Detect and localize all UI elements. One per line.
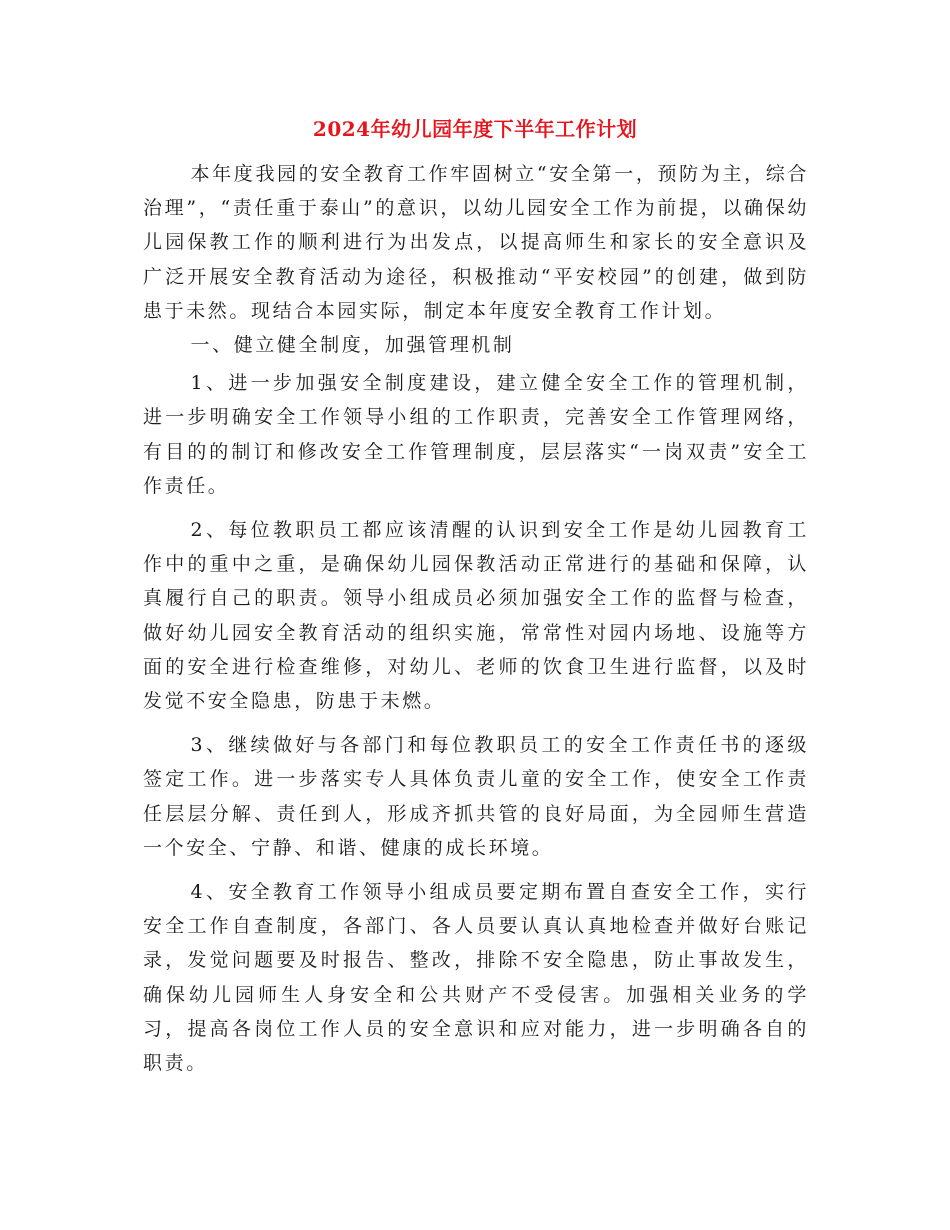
list-item: 2、每位教职员工都应该清醒的认识到安全工作是幼儿园教育工作中的重中之重，是确保幼儿园保教活动正常进行的基础和保障，认真履行自己的职责。领导小组成员必须加强安全工作的监督与检查，做好幼儿园安全教育活动的组织实施，常常性对园内场地、设施等方面的安全进行检查维修，对幼儿、老师的饮食卫生进行监督，以及时发觉不安全隐患，防患于未燃。 [143,519,809,713]
list-item: 1、进一步加强安全制度建设，建立健全安全工作的管理机制，进一步明确安全工作领导小组的工作职责，完善安全工作管理网络，有目的的制订和修改安全工作管理制度，层层落实“一岗双责”安全工作责任。 [143,372,809,497]
list-item: 3、继续做好与各部门和每位教职员工的安全工作责任书的逐级签定工作。进一步落实专人具体负责儿童的安全工作，使安全工作责任层层分解、责任到人，形成齐抓共管的良好局面，为全园师生营造一个安全、宁静、和谐、健康的成长环境。 [143,734,809,859]
intro-paragraph: 本年度我园的安全教育工作牢固树立“安全第一，预防为主，综合治理”，“责任重于泰山”的意识，以幼儿园安全工作为前提，以确保幼儿园保教工作的顺利进行为出发点，以提高师生和家长的安全意识及广泛开展安全教育活动为途径，积极推动“平安校园”的创建，做到防患于未然。现结合本园实际，制定本年度安全教育工作计划。 [143,163,809,322]
list-item: 4、安全教育工作领导小组成员要定期布置自查安全工作，实行安全工作自查制度，各部门、各人员要认真认真地检查并做好台账记录，发觉问题要及时报告、整改，排除不安全隐患，防止事故发生，确保幼儿园师生人身安全和公共财产不受侵害。加强相关业务的学习，提高各岗位工作人员的安全意识和应对能力，进一步明确各自的职责。 [143,881,809,1075]
document-body [143,157,809,1080]
document-title: 2024年幼儿园年度下半年工作计划 [312,117,638,141]
section-heading: 一、健立健全制度，加强管理机制 [190,334,515,357]
